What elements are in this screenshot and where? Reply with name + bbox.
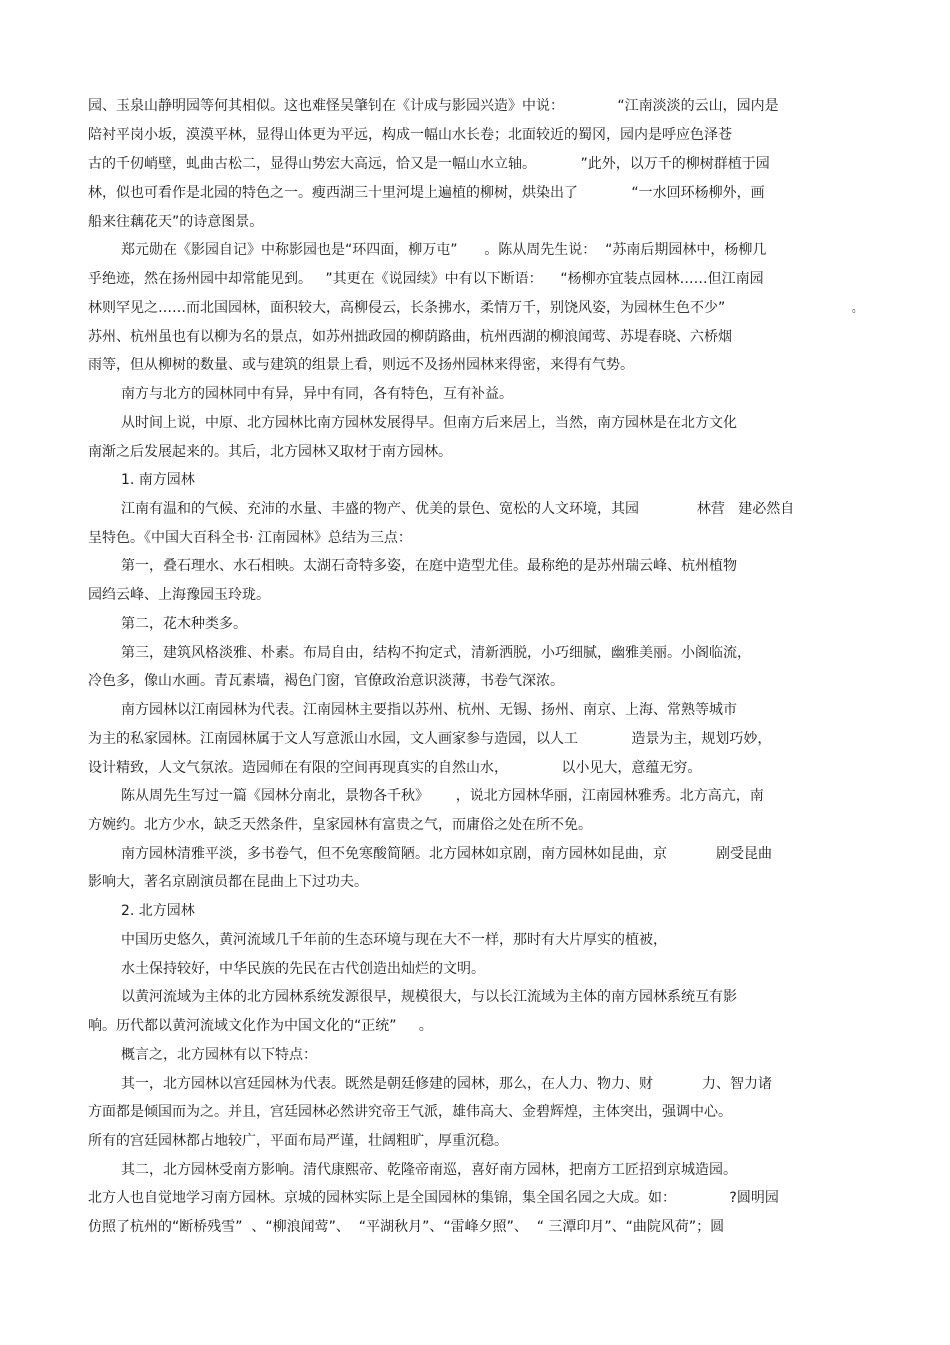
text-line: 第一，叠石理水、水石相映。太湖石奇特多姿，在庭中造型尤佳。最称绝的是苏州瑞云峰、杭州植物 [121,558,737,574]
text-line: 其一，北方园林以宫廷园林为代表。既然是朝廷修建的园林，那么，在人力、物力、财 力、智力诸 [121,1076,772,1092]
section-heading: 1. 南方园林 [121,472,195,488]
text-line: 园、玉泉山静明园等何其相似。这也难怪吴肇钊在《计成与影园兴造》中说： “江南淡淡的云山，园内是 [88,98,779,114]
text-line: 陈从周先生写过一篇《园林分南北，景物各千秋》 ，说北方园林华丽，江南园林雅秀。北方高亢，南 [121,788,764,804]
text-line: 其二，北方园林受南方影响。清代康熙帝、乾隆帝南巡，喜好南方园林，把南方工匠招到京城造园。 [121,1162,737,1178]
text-line: 陪衬平岗小坂，漠漠平林，显得山体更为平远，构成一幅山水长卷；北面较近的蜀冈，园内是呼应色泽苍 [88,127,732,143]
text-line: 南方园林清雅平淡，多书卷气，但不免寒酸简陋。北方园林如京剧，南方园林如昆曲，京 剧受昆曲 [121,846,772,862]
text-line: 方面都是倾国而为之。并且，宫廷园林必然讲究帝王气派，雄伟高大、金碧辉煌，主体突出，强调中心。 [88,1104,732,1120]
text-line: 林则罕见之……而北国园林，面积较大，高柳侵云，长条拂水，柔情万千，别饶风姿，为园林生色不少” [88,300,726,316]
text-line: 仿照了杭州的“断桥残雪” 、“柳浪闻莺”、 “平湖秋月”、“雷峰夕照”、 “ 三潭印月”、“曲院风荷”；圆 [88,1219,725,1235]
text-line: 园绉云峰、上海豫园玉玲珑。 [88,587,270,603]
text-line: 乎绝迹，然在扬州园中却常能见到。 ”其更在《说园续》中有以下断语： “杨柳亦宜装点园林……但江南园 [88,271,764,287]
text-line: 郑元勋在《影园自记》中称影园也是“环四面，柳万屯” 。陈从周先生说： “苏南后期园林中，杨柳几 [121,242,767,258]
stray-mark: 。 [852,300,863,316]
text-line: 雨等，但从柳树的数量、或与建筑的组景上看，则远不及扬州园林来得密，来得有气势。 [88,357,634,373]
text-line: 林，似也可看作是北园的特色之一。瘦西湖三十里河堤上遍植的柳树，烘染出了 “一水回环杨柳外，画 [88,185,765,201]
text-line: 方婉约。北方少水，缺乏天然条件，皇家园林有富贵之气，而庸俗之处在所不免。 [88,817,592,833]
text-line: 以黄河流域为主体的北方园林系统发源很早，规模很大，与以长江流域为主体的南方园林系统互有影 [121,989,737,1005]
text-line: 苏州、杭州虽也有以柳为名的景点，如苏州拙政园的柳荫路曲，杭州西湖的柳浪闻莺、苏堤春晓、六桥烟 [88,329,732,345]
text-line: 影响大，著名京剧演员都在昆曲上下过功夫。 [88,874,368,890]
text-line: 古的千仞峭壁，虬曲古松二，显得山势宏大高远，恰又是一幅山水立轴。 ”此外，以万千的柳树群植于园 [88,156,770,172]
text-line: 江南有温和的气候、充沛的水量、丰盛的物产、优美的景色、宽松的人文环境，其园 林营 建必然自 [121,501,795,517]
text-line: 船来往藕花天”的诗意图景。 [88,214,264,230]
text-line: 南方与北方的园林同中有异，异中有同，各有特色，互有补益。 [121,386,513,402]
text-line: 所有的宫廷园林都占地较广，平面布局严谨，壮阔粗旷，厚重沉稳。 [88,1133,508,1149]
text-line: 概言之，北方园林有以下特点： [121,1047,317,1063]
text-line: 冷色多，像山水画。青瓦素墙，褐色门窗，官僚政治意识淡薄，书卷气深浓。 [88,673,564,689]
text-line: 中国历史悠久，黄河流域几千年前的生态环境与现在大不一样，那时有大片厚实的植被， [121,932,667,948]
text-line: 南渐之后发展起来的。其后，北方园林又取材于南方园林。 [88,444,452,460]
text-line: 设计精致，人文气氛浓。造园师在有限的空间再现真实的自然山水， 以小见大，意蕴无穷。 [88,760,702,776]
text-line: 北方人也自觉地学习南方园林。京城的园林实际上是全国园林的集锦，集全国名园之大成。如： ?圆明园 [88,1190,779,1206]
text-line: 第三，建筑风格淡雅、朴素。布局自由，结构不拘定式，清新洒脱，小巧细腻，幽雅美丽。小阁临流， [121,645,751,661]
text-line: 呈特色。《中国大百科全书· 江南园林》总结为三点： [88,530,412,546]
text-line: 为主的私家园林。江南园林属于文人写意派山水园，文人画家参与造园，以人工 造景为主，规划巧妙， [88,731,772,747]
text-line: 第二，花木种类多。 [121,616,247,632]
section-heading: 2. 北方园林 [121,903,195,919]
text-line: 从时间上说，中原、北方园林比南方园林发展得早。但南方后来居上，当然，南方园林是在北方文化 [121,415,737,431]
text-line: 水土保持较好，中华民族的先民在古代创造出灿烂的文明。 [121,961,485,977]
text-line: 响。历代都以黄河流域文化作为中国文化的“正统” 。 [88,1018,433,1034]
text-line: 南方园林以江南园林为代表。江南园林主要指以苏州、杭州、无锡、扬州、南京、上海、常熟等城市 [121,702,737,718]
